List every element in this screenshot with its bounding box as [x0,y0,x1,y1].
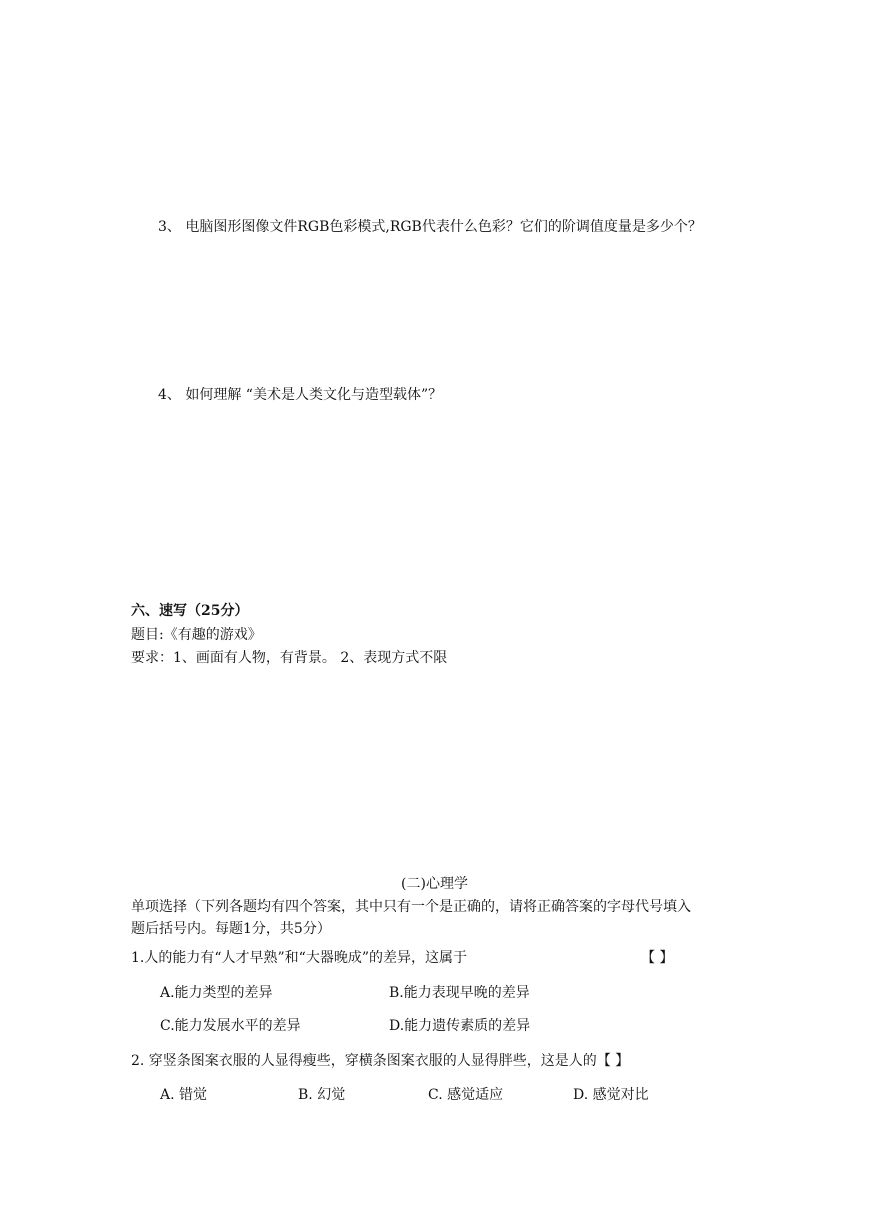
psychology-instruction-line-1: 单项选择（下列各题均有四个答案，其中只有一个是正确的，请将正确答案的字母代号填入 [131,899,691,915]
question-4: 4、 如何理解 “美术是人类文化与造型载体”？ [158,387,443,403]
q1-option-c: C.能力发展水平的差异 [160,1018,301,1034]
psychology-instruction-line-2: 题后括号内。每题1分，共5分） [131,921,331,937]
q2-option-a: A. 错觉 [160,1087,208,1103]
q1-option-b: B.能力表现早晚的差异 [389,985,530,1001]
q2-option-c: C. 感觉适应 [428,1087,504,1103]
section-6-title: 六、速写（25分） [131,603,249,619]
q2-option-d: D. 感觉对比 [573,1087,649,1103]
psychology-question-2: 2. 穿竖条图案衣服的人显得瘦些，穿横条图案衣服的人显得胖些，这是人的【 】 [131,1053,630,1069]
section-6-topic: 题目:《有趣的游戏》 [131,627,262,643]
q1-option-d: D.能力遗传素质的差异 [389,1018,531,1034]
q1-option-a: A.能力类型的差异 [160,985,273,1001]
psychology-question-1: 1.人的能力有“人才早熟”和“大器晚成”的差异，这属于 [131,950,467,966]
section-6-requirement: 要求：1、画面有人物，有背景。 2、表现方式不限 [131,650,448,666]
q2-option-b: B. 幻觉 [298,1087,346,1103]
answer-bracket-1: 【 】 [641,950,674,966]
psychology-title: (二)心理学 [401,876,468,892]
question-3: 3、 电脑图形图像文件RGB色彩模式,RGB代表什么色彩？它们的阶调值度量是多少个？ [158,219,702,235]
